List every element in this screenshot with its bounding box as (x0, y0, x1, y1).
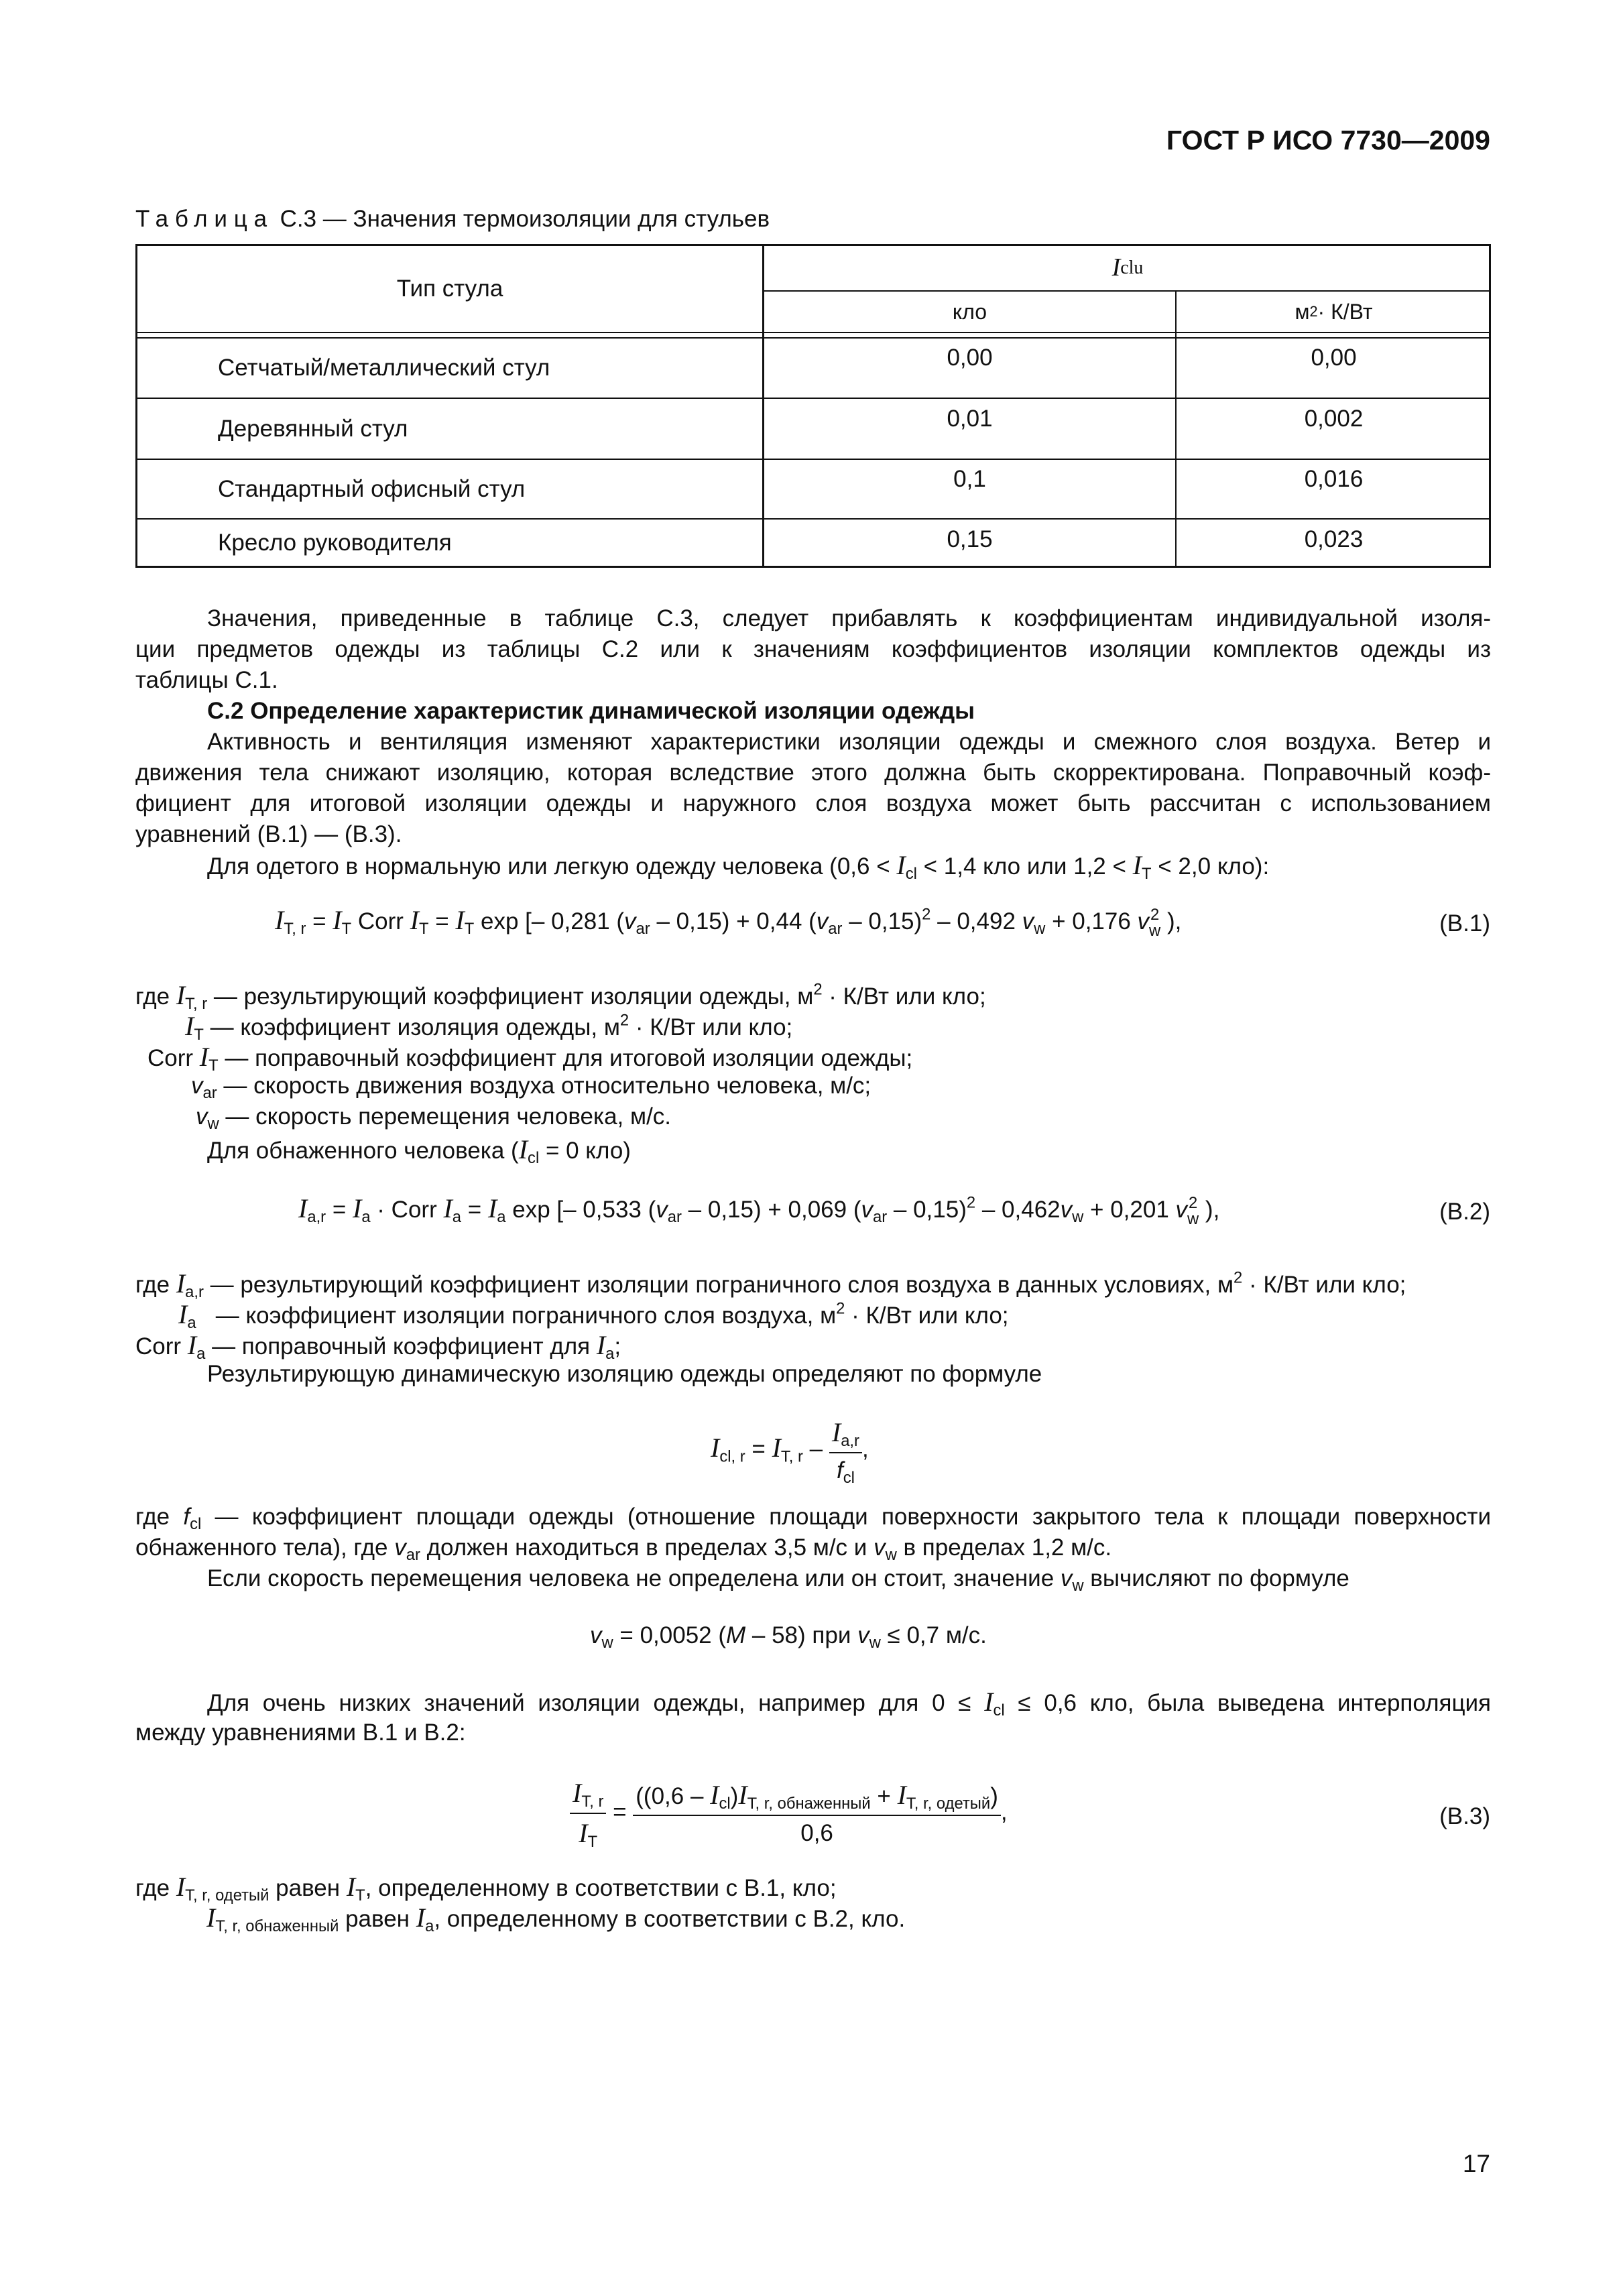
definition: $I_a$ — коэффициент изоляции пограничного слоя воздуха, $м^2 \cdot К/Вт$ или кло; (178, 1299, 1009, 1333)
table-caption-text: С.3 — Значения термоизоляции для стульев (280, 206, 770, 232)
paragraph: движения тела снижают изоляцию, которая вследствие этого должна быть скорректирована. Поправочный коэф- (135, 760, 1491, 786)
equation-b3: $\frac{I_{T, r}}{I_T}$ = $\frac{((0,6 - I_{cl})I_{T, r, обнаженный} + I_{T, r, одетый})}{0,6}$ , (570, 1776, 1008, 1850)
paragraph: где $f_{cl}$ — коэффициент площади одежды (отношение площади поверхности закрытого тела к площади поверхности (135, 1504, 1491, 1534)
header-insulation: I clu (1111, 253, 1144, 282)
paragraph: между уравнениями В.1 и В.2: (135, 1719, 466, 1746)
table-caption (135, 204, 770, 234)
definition: где $I_{a,r}$ — результирующий коэффициент изоляции пограничного слоя воздуха в данных условиях, $м^2 \cdot К/Вт$ или кло; (135, 1268, 1406, 1302)
row-clo: 0,1 (953, 466, 986, 492)
header-unit-si: м 2 · К/Вт (1295, 300, 1373, 324)
paragraph: фициент для итоговой изоляции одежды и наружного слоя воздуха может быть рассчитан с использованием (135, 790, 1491, 817)
definition: где $I_{T, r}$ — результирующий коэффициент изоляции одежды, $м^2 \cdot К/Вт$ или кло; (135, 980, 986, 1014)
paragraph: Для обнаженного человека ($I_{cl} = 0$ кло) (207, 1134, 631, 1168)
row-si: 0,002 (1304, 406, 1364, 432)
header-unit-clo: кло (952, 300, 987, 324)
row-type: Стандартный офисный стул (218, 475, 526, 502)
row-si: 0,016 (1304, 466, 1364, 492)
definition: $v_{ar}$ — скорость движения воздуха относительно человека, м/с; (191, 1073, 871, 1103)
paragraph: Для одетого в нормальную или легкую одежду человека ($0,6 < I_{cl} < 1,4$ кло или $1,2 < I_T < 2,0$ кло): (207, 850, 1270, 884)
definition: $I_T$ — коэффициент изоляция одежды, $м^2 \cdot К/Вт$ или кло; (185, 1011, 793, 1044)
equation-b1: $I_{T, r} = I_T$ Corr $I_T = I_T$ exp [– 0,281 $(v_{ar} - 0,15) + 0,44$ $(v_{ar} - 0,15)^2 - 0,492$ $v_w + 0,176$ v 2 w ), (275, 905, 1182, 940)
row-clo: 0,15 (947, 526, 993, 552)
definition: Corr $I_a$ — поправочный коэффициент для $I_a$; (135, 1330, 621, 1364)
paragraph: ции предметов одежды из таблицы С.2 или к значениям коэффициентов изоляции комплектов одежды из (135, 636, 1491, 662)
equation-number: (В.3) (1439, 1803, 1490, 1829)
paragraph: Для очень низких значений изоляции одежды, например для $0 \le I_{cl} \le 0,6$ кло, была выведена интерполяция (207, 1687, 1491, 1720)
chair-insulation-table (135, 244, 1491, 568)
paragraph: Результирующую динамическую изоляцию одежды определяют по формуле (207, 1361, 1042, 1387)
paragraph: Значения, приведенные в таблице С.3, следует прибавлять к коэффициентам индивидуальной изоля- (207, 605, 1491, 631)
definition: $I_{T, r, обнаженный}$ равен $I_a$, определенному в соответствии с В.2, кло. (206, 1902, 906, 1936)
table-caption-prefix: Таблица (135, 206, 274, 232)
equation-vw: $v_w = 0,0052$ (M – 58) при $v_w \le 0,7$ м/с. (590, 1622, 987, 1652)
definition: где $I_{T, r, одетый}$ равен $I_T$, определенному в соответствии с В.1, кло; (135, 1872, 837, 1905)
definition: Corr $I_T$ — поправочный коэффициент для итоговой изоляции одежды; (147, 1042, 913, 1075)
equation-number: (В.2) (1439, 1199, 1490, 1225)
header-chair-type: Тип стула (396, 276, 503, 302)
equation-number: (В.1) (1439, 910, 1490, 936)
equation-icl-r: $I_{cl, r} = I_{T, r}$ – $\frac{I_{a,r}}{f_{cl}}$ , (711, 1417, 869, 1488)
definition: $v_w$ — скорость перемещения человека, м/с. (196, 1103, 672, 1134)
row-si: 0,023 (1304, 526, 1364, 552)
paragraph: Активность и вентиляция изменяют характеристики изоляции одежды и смежного слоя воздуха. Ветер и (207, 729, 1491, 755)
row-clo: 0,01 (947, 406, 993, 432)
section-heading: С.2 Определение характеристик динамической изоляции одежды (207, 698, 975, 724)
paragraph: обнаженного тела), где $v_{ar}$ должен находиться в пределах 3,5 м/с и $v_w$ в пределах 1,2 м/с. (135, 1534, 1112, 1565)
paragraph: таблицы С.1. (135, 667, 278, 693)
document-header: ГОСТ Р ИСО 7730—2009 (1166, 125, 1490, 156)
row-si: 0,00 (1311, 345, 1357, 371)
equation-b2: $I_{a,r} = I_a$ · Corr $I_a = I_a$ exp [– 0,533 $(v_{ar} - 0,15) + 0,069$ $(v_{ar} - 0,15)^2 - 0,462v_w + 0,201$ v 2 w ), (298, 1193, 1220, 1228)
row-type: Кресло руководителя (218, 529, 452, 556)
row-type: Деревянный стул (218, 415, 408, 442)
paragraph: уравнений (В.1) — (В.3). (135, 821, 402, 847)
paragraph: Если скорость перемещения человека не определена или он стоит, значение $v_w$ вычисляют по формуле (207, 1565, 1349, 1595)
row-type: Сетчатый/металлический стул (218, 355, 550, 381)
page-number: 17 (1462, 2150, 1490, 2177)
row-clo: 0,00 (947, 345, 993, 371)
